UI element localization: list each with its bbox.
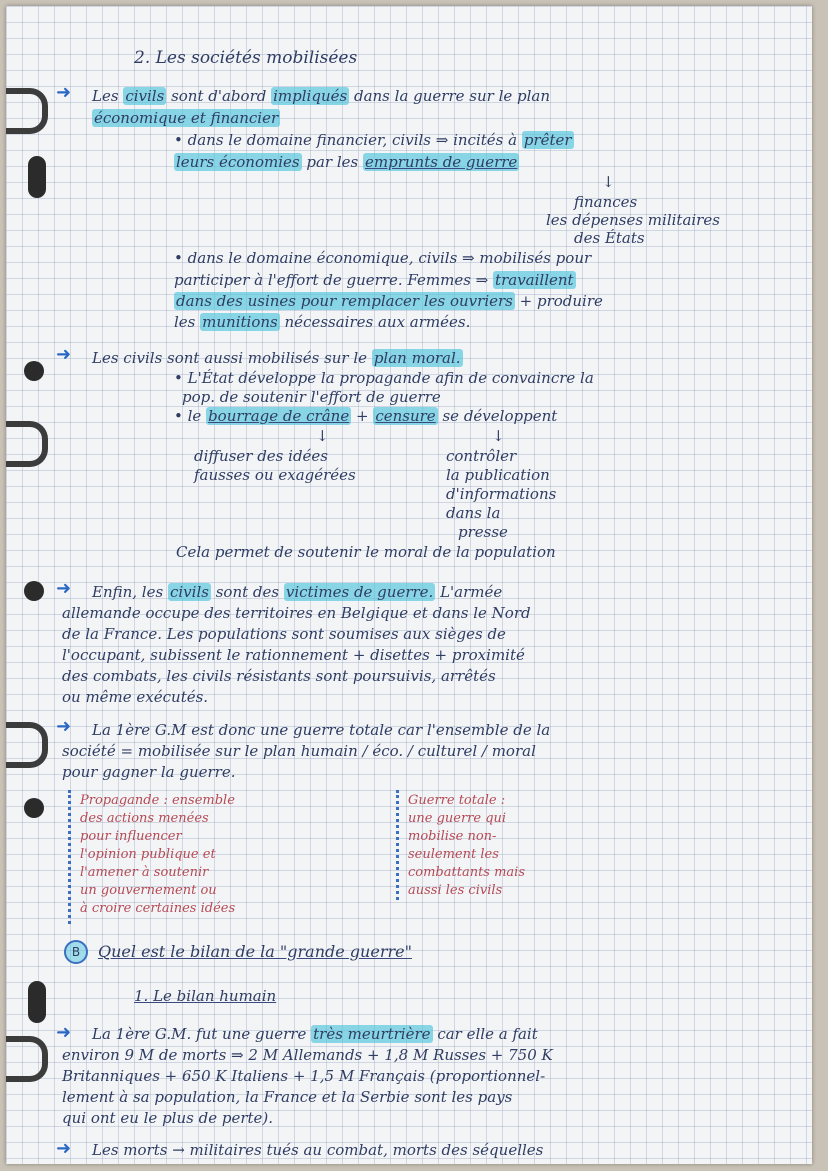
text-line: ou même exécutés.	[62, 688, 209, 706]
text-line: la publication	[446, 466, 550, 484]
text-line: pour gagner la guerre.	[62, 763, 236, 781]
notebook-page	[6, 6, 812, 1164]
text-line: de la France. Les populations sont soumises aux sièges de	[62, 625, 506, 643]
arrow-right-icon: ➜	[56, 82, 72, 103]
definition-line: l'opinion publique et	[80, 847, 216, 862]
text-line: fausses ou exagérées	[194, 466, 356, 484]
binder-ring-icon	[6, 722, 48, 768]
text-line: dans la	[446, 504, 501, 522]
arrow-right-icon: ➜	[56, 344, 72, 365]
text-line: Les civils sont aussi mobilisés sur le plan moral.	[92, 349, 461, 367]
definition-line: une guerre qui	[408, 811, 507, 826]
text-line: d'informations	[446, 485, 557, 503]
arrow-down-icon: ↓	[316, 427, 329, 445]
text-line: leurs économies par les emprunts de guerre	[176, 153, 518, 171]
text-line: qui ont eu le plus de perte).	[62, 1109, 274, 1127]
definition-line: aussi les civils	[408, 883, 503, 898]
punch-hole-icon	[28, 156, 46, 198]
text-line: La 1ère G.M. fut une guerre très meurtrière car elle a fait	[92, 1025, 538, 1043]
text-line: l'occupant, subissent le rationnement + disettes + proximité	[62, 646, 525, 664]
text-line: • L'État développe la propagande afin de convaincre la	[174, 369, 594, 387]
text-line: • dans le domaine économique, civils ⇒ mobilisés pour	[174, 249, 592, 267]
text-line: société = mobilisée sur le plan humain / éco. / culturel / moral	[62, 742, 536, 760]
text-line: diffuser des idées	[194, 447, 328, 465]
text-line: Britanniques + 650 K Italiens + 1,5 M Français (proportionnel-	[62, 1067, 546, 1085]
definition-line: seulement les	[408, 847, 499, 862]
definition-line: un gouvernement ou	[80, 883, 217, 898]
text-line: Enfin, les civils sont des victimes de guerre. L'armée	[92, 583, 503, 601]
text-line: • dans le domaine financier, civils ⇒ incités à prêter	[174, 131, 572, 149]
punch-hole-icon	[28, 981, 46, 1023]
arrow-right-icon: ➜	[56, 1022, 72, 1043]
definition-line: Guerre totale :	[408, 793, 506, 808]
definition-line: Propagande : ensemble	[80, 793, 235, 808]
binder-ring-icon	[6, 1036, 48, 1082]
part-title: Quel est le bilan de la "grande guerre"	[98, 942, 412, 961]
text-line: des États	[574, 229, 645, 247]
arrow-down-icon: ↓	[492, 427, 505, 445]
punch-hole-icon	[24, 798, 44, 818]
binder-ring-icon	[6, 421, 48, 467]
text-line: des combats, les civils résistants sont poursuivis, arrêtés	[62, 667, 496, 685]
subsection-title: 1. Le bilan humain	[134, 987, 277, 1005]
text-line: environ 9 M de morts ⇒ 2 M Allemands + 1,8 M Russes + 750 K	[62, 1046, 553, 1064]
text-line: contrôler	[446, 447, 517, 465]
text-line: économique et financier	[94, 109, 279, 127]
definition-line: mobilise non-	[408, 829, 497, 844]
definition-line: pour influencer	[80, 829, 182, 844]
text-line: participer à l'effort de guerre. Femmes ⇒ travaillent	[174, 271, 574, 289]
binder-ring-icon	[6, 88, 48, 134]
arrow-right-icon: ➜	[56, 716, 72, 737]
text-line: les munitions nécessaires aux armées.	[174, 313, 471, 331]
definition-line: combattants mais	[408, 865, 526, 880]
text-line: pop. de soutenir l'effort de guerre	[182, 388, 441, 406]
text-line: finances	[574, 193, 638, 211]
text-line: Les morts → militaires tués au combat, morts des séquelles	[92, 1141, 544, 1159]
definition-line: des actions menées	[80, 811, 209, 826]
punch-hole-icon	[24, 581, 44, 601]
part-number-badge: B	[64, 940, 88, 964]
text-line: dans des usines pour remplacer les ouvriers + produire	[176, 292, 603, 310]
text-line: lement à sa population, la France et la Serbie sont les pays	[62, 1088, 513, 1106]
text-line: Cela permet de soutenir le moral de la population	[176, 543, 556, 561]
punch-hole-icon	[24, 361, 44, 381]
text-line: presse	[458, 523, 508, 541]
text-line: allemande occupe des territoires en Belgique et dans le Nord	[62, 604, 531, 622]
arrow-down-icon: ↓	[602, 173, 615, 191]
definition-margin-line	[68, 790, 71, 924]
definition-line: à croire certaines idées	[80, 901, 236, 916]
section-heading: 2. Les sociétés mobilisées	[134, 48, 358, 68]
definition-line: l'amener à soutenir	[80, 865, 209, 880]
arrow-right-icon: ➜	[56, 578, 72, 599]
text-line: Les civils sont d'abord impliqués dans la guerre sur le plan	[92, 87, 551, 105]
text-line: La 1ère G.M est donc une guerre totale car l'ensemble de la	[92, 721, 551, 739]
arrow-right-icon: ➜	[56, 1138, 72, 1159]
text-line: les dépenses militaires	[546, 211, 720, 229]
text-line: • le bourrage de crâne + censure se développent	[174, 407, 558, 425]
definition-margin-line	[396, 790, 399, 900]
